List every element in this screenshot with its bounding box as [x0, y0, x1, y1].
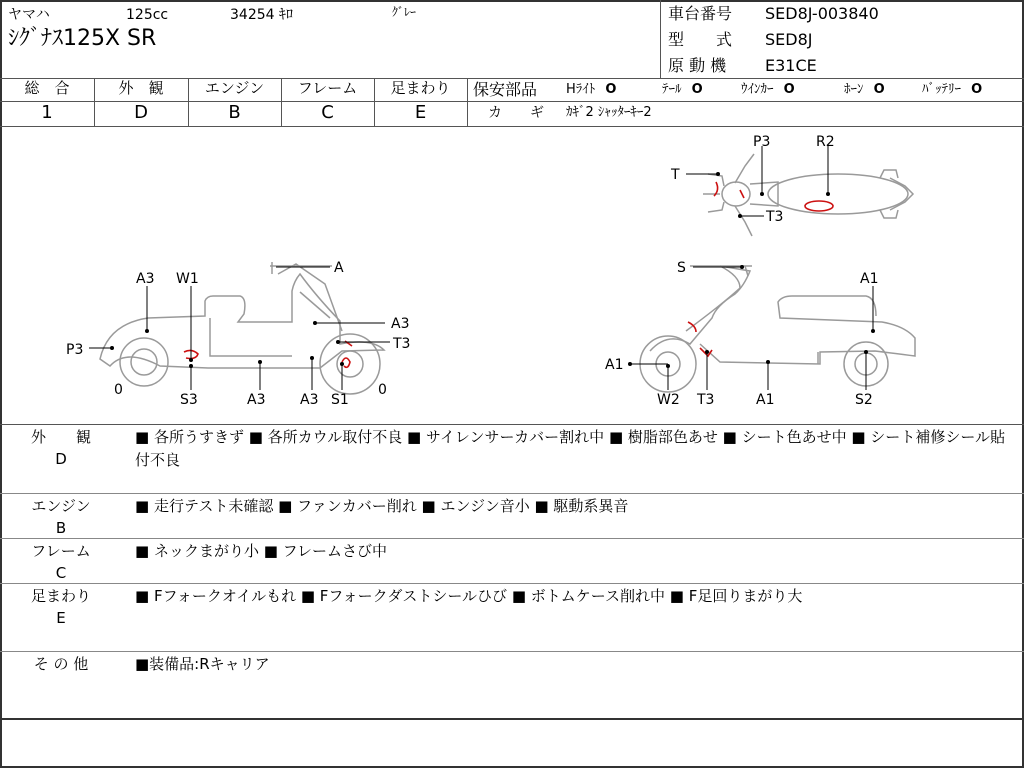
grade-label-overall: 総 合 [24, 79, 70, 97]
grade-value-engine: B [228, 102, 241, 123]
diagram-label: 0 [378, 382, 387, 398]
section-text-suspension: ■ Fフォークオイルもれ ■ Fフォークダストシールひび ■ ボトムケース削れ中 ■ F足回りまがり大 [135, 587, 803, 605]
safety-item-mark: O [691, 82, 703, 97]
damage-marks [184, 182, 833, 367]
grade-label-frame: フレーム [297, 79, 358, 97]
type-value: SED8J [765, 30, 813, 49]
grade-label-suspension: 足まわり [390, 79, 451, 97]
section-divider [0, 538, 1024, 539]
diagram-label: P3 [753, 134, 771, 150]
diagram-label: S [677, 260, 686, 276]
diagram-label: S1 [331, 392, 349, 408]
leader-lines [89, 146, 873, 390]
safety-item-label: ﾎｰﾝ [844, 82, 864, 97]
chassis-label: 車台番号 [668, 4, 733, 23]
section-label-frame: フレーム [31, 542, 91, 560]
safety-item-headlight [566, 83, 616, 96]
top-view [703, 154, 913, 236]
diagram-label: A1 [860, 271, 879, 287]
grade-value-frame: C [321, 102, 334, 123]
grade-mid-line [0, 101, 1024, 102]
model-name: ｼｸﾞﾅｽ125X SR [8, 26, 157, 51]
diagram-label: T3 [697, 392, 715, 408]
section-label-other: そ の 他 [33, 655, 89, 673]
safety-item-winker [741, 83, 795, 96]
section-text-exterior: ■ 各所うすきず ■ 各所カウル取付不良 ■ サイレンサーカバー割れ中 ■ 樹脂部色あせ ■ シート色あせ中 ■ シート補修シール貼付不良 [135, 428, 1006, 469]
diagram-label: A3 [136, 271, 155, 287]
diagram-label: R2 [816, 134, 835, 150]
diagram-label: A3 [247, 392, 266, 408]
safety-item-horn [844, 83, 885, 96]
section-grade-exterior: D [55, 450, 67, 468]
diagram-bottom-line [0, 424, 1024, 425]
safety-item-label: ｳｲﾝｶｰ [741, 82, 774, 97]
diagram-label: T3 [393, 336, 411, 352]
safety-item-mark: O [783, 82, 795, 97]
section-grade-frame: C [55, 564, 67, 582]
section-text-other: ■装備品:Rキャリア [135, 655, 270, 673]
grade-value-overall: 1 [41, 102, 53, 123]
safety-item-battery [922, 83, 982, 96]
section-text-engine: ■ 走行テスト未確認 ■ ファンカバー削れ ■ エンジン音小 ■ 駆動系異音 [135, 497, 629, 515]
grade-label-engine: エンジン [204, 79, 265, 97]
diagram-label: W2 [657, 392, 680, 408]
section-divider [0, 651, 1024, 652]
section-divider [0, 493, 1024, 494]
safety-item-tail [662, 83, 703, 96]
section-text-frame: ■ ネックまがり小 ■ フレームさび中 [135, 542, 388, 560]
diagram-label: P3 [66, 342, 84, 358]
maker: ヤマハ [8, 7, 50, 23]
displacement: 125cc [126, 7, 169, 23]
diagram-label: T3 [766, 209, 784, 225]
damage-diagram [0, 126, 1024, 424]
section-divider [0, 583, 1024, 584]
diagram-label: S3 [180, 392, 198, 408]
safety-item-mark: O [971, 82, 983, 97]
engine-value: E31CE [765, 56, 817, 75]
leader-dots [110, 172, 875, 368]
diagram-label: A1 [756, 392, 775, 408]
safety-item-label: ﾃｰﾙ [662, 82, 682, 97]
color: ｸﾞﾚｰ [392, 5, 417, 19]
chassis-value: SED8J-003840 [765, 4, 879, 23]
section-label-suspension: 足まわり [30, 587, 91, 605]
diagram-label: A [334, 260, 344, 276]
key-value: ｶｷﾞ2 ｼｬｯﾀｰｷｰ2 [566, 105, 652, 120]
section-grade-engine: B [55, 519, 67, 537]
safety-item-mark: O [605, 82, 617, 97]
diagram-label: W1 [176, 271, 199, 287]
safety-item-mark: O [873, 82, 885, 97]
diagram-label: 0 [114, 382, 123, 398]
safety-item-label: ﾊﾞｯﾃﾘｰ [922, 82, 961, 97]
section-label-exterior: 外 観 [30, 428, 91, 446]
grade-value-exterior: D [134, 102, 148, 123]
grade-divider [467, 78, 468, 126]
grade-value-suspension: E [414, 102, 427, 123]
odometer: 34254 ｷﾛ [230, 7, 293, 23]
diagram-label: A1 [605, 357, 624, 373]
safety-item-label: Hﾗｲﾄ [566, 82, 596, 97]
diagram-label: A3 [391, 316, 410, 332]
safety-label: 保安部品 [473, 80, 538, 99]
key-label: カ ギ [488, 105, 544, 121]
diagram-label: T [671, 167, 680, 183]
section-grade-suspension: E [56, 609, 66, 627]
type-label: 型 式 [668, 30, 733, 49]
header-divider [660, 0, 661, 78]
diagram-label: S2 [855, 392, 873, 408]
diagram-label: A3 [300, 392, 319, 408]
engine-label: 原 動 機 [668, 56, 727, 75]
section-bottom-line [0, 718, 1024, 720]
grade-label-exterior: 外 観 [118, 79, 164, 97]
section-label-engine: エンジン [31, 497, 91, 515]
